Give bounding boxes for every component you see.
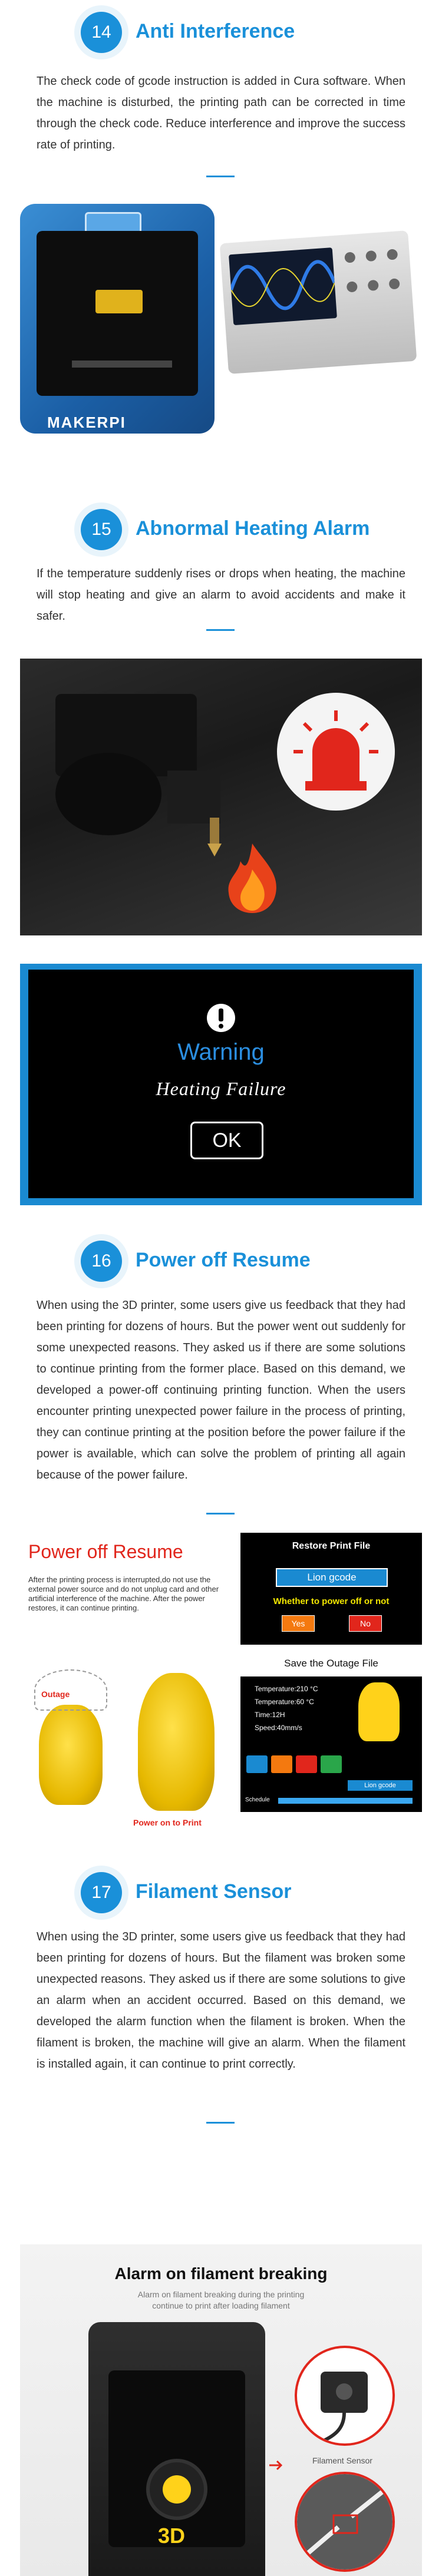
knob-icon (344, 252, 355, 263)
filament-sensor-label: Filament Sensor (312, 2456, 372, 2465)
subtitle-line: Alarm on filament breaking during the printing (137, 2290, 305, 2299)
warning-dialog-screen (28, 970, 414, 1198)
section-body: When using the 3D printer, some users give us feedback that they had been printing for dozens of hours. But the power went out suddenly for some unexpected reasons. They asked us if there are some solutions to continue printing from the former place. Based on this demand, we developed a power-off continuing printing function. When the users encounter printing unexpected power failure in the process of printing, they can continue printing at the position before the power failure if the power is available, which can solve the problem of printing all again because of the power failure. (37, 1299, 405, 1482)
tile-icon[interactable] (271, 1755, 292, 1773)
broken-filament-icon (297, 2474, 395, 2572)
divider (206, 1513, 235, 1514)
section-number-badge: 15 (81, 509, 122, 550)
nozzle-temperature: Temperature:210 °C (255, 1685, 318, 1693)
printer-window (37, 231, 198, 396)
sensor-closeup (295, 2346, 395, 2446)
section-number-badge: 17 (81, 1872, 122, 1913)
divider (206, 2122, 235, 2124)
section-number-badge: 14 (81, 12, 122, 53)
knob-icon (365, 250, 377, 262)
bed-temperature: Temperature:60 °C (255, 1698, 314, 1706)
no-button[interactable]: No (349, 1615, 382, 1632)
tile-icon[interactable] (296, 1755, 317, 1773)
schedule-label: Schedule (245, 1797, 270, 1803)
section-title: Power off Resume (136, 1249, 311, 1271)
broken-filament-closeup (295, 2472, 395, 2572)
power-off-note: After the printing process is interrupted,do not use the external power source and do not unplug card and other artificial interference of the machine. After the power restores, it can continue printing. (28, 1575, 219, 1612)
section-body: When using the 3D printer, some users give us feedback that they had been printing for dozens of hours. But the filament was broken some unexpected reasons. They asked us if there are some solutions to give an alarm when an accident occurred. Based on this demand, we developed the alarm function when the filament is broken. When the filament is broken, the machine will give an alarm. When the filament is installed again, it can continue to print correctly. (37, 1930, 405, 2071)
outage-caption: Save the Outage File (284, 1658, 378, 1669)
knob-icon (347, 281, 358, 292)
restore-dialog-title: Restore Print File (292, 1541, 371, 1551)
filament-sensor-icon (297, 2348, 395, 2446)
restore-file-name[interactable]: Lion gcode (276, 1568, 388, 1587)
lion-model-complete (138, 1673, 215, 1811)
yes-button[interactable]: Yes (282, 1615, 315, 1632)
warning-message: Heating Failure (156, 1078, 286, 1099)
divider (206, 176, 235, 177)
spool-hub (163, 2475, 191, 2504)
oscilloscope-screen (229, 247, 337, 325)
ok-button[interactable]: OK (190, 1122, 263, 1159)
print-speed: Speed:40mm/s (255, 1724, 302, 1732)
knob-icon (368, 280, 379, 291)
filament-alarm-subtitle (20, 2289, 422, 2312)
oscilloscope-image (220, 230, 417, 374)
arrow-icon (266, 2456, 284, 2474)
printer-nozzle (95, 290, 143, 313)
waveform-icon (229, 247, 337, 325)
spool-text: 3D (158, 2524, 186, 2548)
outage-label: Outage (41, 1689, 70, 1699)
tile-icon[interactable] (321, 1755, 342, 1773)
power-on-label: Power on to Print (133, 1818, 202, 1827)
lion-model-partial (39, 1705, 103, 1805)
power-off-resume-title: Power off Resume (28, 1541, 183, 1562)
printer-window (108, 2370, 245, 2547)
warning-dialog (20, 964, 422, 1205)
printer-logo: MAKERPI (47, 414, 126, 431)
filament-spool-icon (146, 2459, 207, 2520)
tile-icon[interactable] (246, 1755, 268, 1773)
restore-print-dialog (240, 1533, 422, 1645)
current-file: Lion gcode (348, 1780, 413, 1791)
section-14-header (0, 0, 442, 65)
printer-image (88, 2322, 265, 2576)
section-15-header (0, 497, 442, 562)
knob-icon (389, 278, 400, 289)
print-time: Time:12H (255, 1711, 285, 1719)
schedule-progress-bar (278, 1798, 413, 1804)
section-title: Abnormal Heating Alarm (136, 517, 370, 540)
divider (206, 629, 235, 631)
subtitle-line: continue to print after loading filament (152, 2301, 290, 2310)
exclamation-circle-icon (206, 1003, 236, 1033)
warning-title: Warning (177, 1039, 265, 1065)
section-title: Anti Interference (136, 20, 295, 42)
restore-question: Whether to power off or not (273, 1596, 390, 1606)
section-title: Filament Sensor (136, 1880, 292, 1903)
printer-bed (72, 361, 172, 368)
flame-icon (223, 844, 282, 913)
section-number-badge: 16 (81, 1241, 122, 1282)
lion-preview (358, 1682, 400, 1741)
filament-alarm-title: Alarm on filament breaking (114, 2264, 328, 2283)
section-16-header (0, 1229, 442, 1294)
printer-status-screen (240, 1676, 422, 1812)
printer-image (20, 204, 215, 434)
section-body: If the temperature suddenly rises or drops when heating, the machine will stop heating and give an alarm to avoid accidents and make it safer. (37, 567, 405, 623)
section-body: The check code of gcode instruction is added in Cura software. When the machine is disturbed, the printing path can be corrected in time through the check code. Reduce interference and improve the success rate of printing. (37, 75, 405, 151)
alarm-light-icon (277, 693, 395, 811)
section-17-header (0, 1860, 442, 1925)
knob-icon (387, 249, 398, 260)
